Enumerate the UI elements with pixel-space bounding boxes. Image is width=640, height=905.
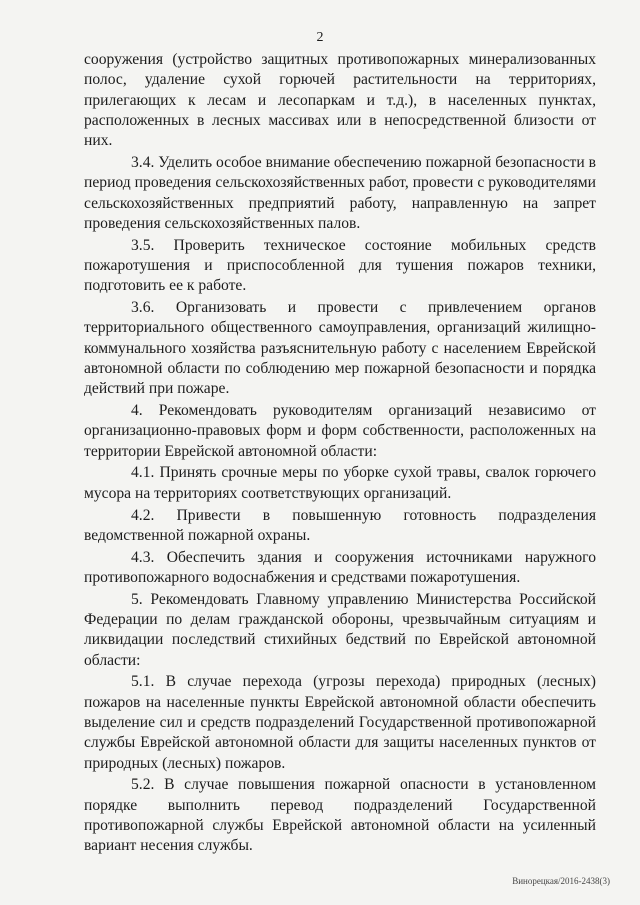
paragraph-5-2: 5.2. В случае повышения пожарной опасности в установленном порядке выполнить перевод подразделений Государственной противопожарной службы Еврейской автономной области на усиленный вариант несения службы.	[84, 776, 596, 855]
paragraph-5: 5. Рекомендовать Главному управлению Министерства Российской Федерации по делам гражданской обороны, чрезвычайным ситуациям и ликвидации последствий стихийных бедствий по Еврейской автономной области:	[84, 590, 596, 669]
page-number: 2	[316, 30, 324, 45]
paragraph-continuation: сооружения (устройство защитных противопожарных минерализованных полос, удаление сухой горючей растительности на территориях, прилегающих к лесам и лесопаркам и т.д.), в населенных пунктах, расположенных в лесных массивах или в непосредственной близости от них.	[84, 51, 596, 150]
paragraph-3-4: 3.4. Уделить особое внимание обеспечению пожарной безопасности в период проведения сельскохозяйственных работ, провести с руководителями сельскохозяйственных предприятий работу, направленную на запрет проведения сельскохозяйственных палов.	[84, 153, 596, 232]
footer-reference: Винорецкая/2016-2438(3)	[512, 876, 610, 886]
paragraph-5-1: 5.1. В случае перехода (угрозы перехода) природных (лесных) пожаров на населенные пункты Еврейской автономной области обеспечить выделение сил и средств подразделений Государственной противопожарной службы Еврейской автономной области для защиты населенных пунктов от природных (лесных) пожаров.	[84, 673, 596, 772]
paragraph-3-5: 3.5. Проверить техническое состояние мобильных средств пожаротушения и приспособленной для тушения пожаров техники, подготовить ее к работе.	[84, 236, 596, 295]
paragraph-4-2: 4.2. Привести в повышенную готовность подразделения ведомственной пожарной охраны.	[84, 506, 596, 544]
paragraph-4: 4. Рекомендовать руководителям организаций независимо от организационно-правовых форм и форм собственности, расположенных на территории Еврейской автономной области:	[84, 402, 596, 460]
document-body	[84, 50, 596, 858]
paragraph-4-3: 4.3. Обеспечить здания и сооружения источниками наружного противопожарного водоснабжения и средствами пожаротушения.	[84, 548, 596, 586]
paragraph-4-1: 4.1. Принять срочные меры по уборке сухой травы, свалок горючего мусора на территориях соответствующих организаций.	[84, 464, 596, 502]
paragraph-3-6: 3.6. Организовать и провести с привлечением органов территориального общественного самоуправления, организаций жилищно-коммунального хозяйства разъяснительную работу с населением Еврейской автономной области по соблюдению мер пожарной безопасности и порядка действий при пожаре.	[84, 299, 596, 398]
